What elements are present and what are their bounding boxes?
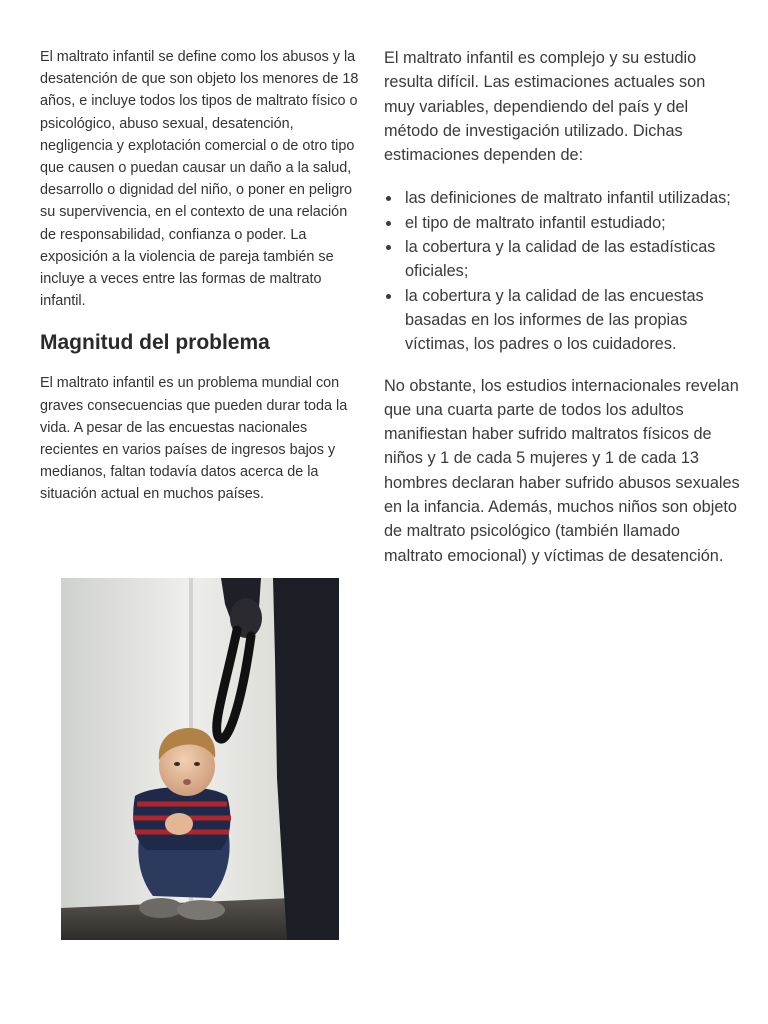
intro-paragraph-right: El maltrato infantil es complejo y su estudio resulta difícil. Las estimaciones actuales son muy variables, dependiendo del país y del método de investigación utilizado. Dichas estimaciones dependen de: [384,49,706,165]
intro-paragraph-left: El maltrato infantil se define como los abusos y la desatención de que son objeto los menores de 18 años, e incluye todos los tipos de maltrato físico o psicológico, abuso sexual, desatención, negligencia y explotación comercial o de otro tipo que causen o puedan causar un daño a la salud, desarrollo o dignidad del niño, o poner en peligro su supervivencia, en el contexto de una relación de responsabilidad, confianza o poder. La exposición a la violencia de pareja también se incluye a veces entre las formas de maltrato infantil. [40,49,359,310]
bullet-icon [386,196,391,201]
bullet-icon [386,221,391,226]
child-abuse-photo [61,578,339,940]
section-heading-magnitud: Magnitud del problema [40,331,270,355]
magnitude-paragraph: El maltrato infantil es un problema mundial con graves consecuencias que pueden durar toda la vida. A pesar de las encuestas nacionales recientes en varios países de ingresos bajos y medianos, faltan todavía datos acerca de la situación actual en muchos países. [40,375,348,503]
bullet-icon [386,294,391,299]
conclusion-paragraph: No obstante, los estudios internacionales revelan que una cuarta parte de todos los adultos manifiestan haber sufrido maltratos físicos de niños y 1 de cada 5 mujeres y 1 de cada 13 hombres declaran haber sufrido abusos sexuales en la infancia. Además, muchos niños son objeto de maltrato psicológico (también llamado maltrato emocional) y víctimas de desatención. [384,376,740,565]
list-item: la cobertura y la calidad de las estadísticas oficiales; [384,235,740,284]
bullet-icon [386,245,391,250]
list-item: la cobertura y la calidad de las encuestas basadas en los informes de las propias víctimas, los padres o los cuidadores. [384,284,740,357]
right-column [384,46,740,568]
list-item: las definiciones de maltrato infantil utilizadas; [384,186,740,210]
list-item: el tipo de maltrato infantil estudiado; [384,211,740,235]
left-column [40,46,366,506]
estimates-list [384,186,740,356]
